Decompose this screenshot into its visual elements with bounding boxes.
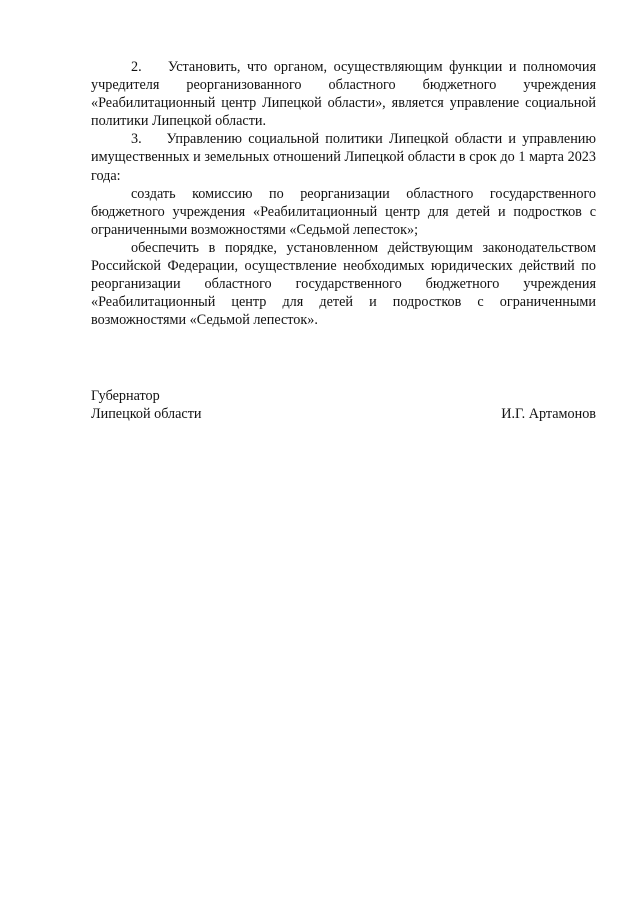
document-body bbox=[91, 58, 596, 329]
signature-name: И.Г. Артамонов bbox=[501, 406, 596, 423]
paragraph-2: 2. Установить, что органом, осуществляющим функции и полномочия учредителя реорганизованного областного бюджетного учреждения «Реабилитационный центр Липецкой области», является управление социальной политики Липецкой области. bbox=[91, 59, 596, 130]
signature-position-title: Губернатор bbox=[91, 388, 160, 404]
paragraph-3: 3. Управлению социальной политики Липецкой области и управлению имущественных и земельных отношений Липецкой области в срок до 1 марта 2023 года: bbox=[91, 131, 596, 184]
paragraph-3-item-reorganization: обеспечить в порядке, установленном действующим законодательством Российской Федерации, осуществление необходимых юридических действий по реорганизации областного государственного бюджетного учреждения «Реабилитационный центр для детей и подростков с ограниченными возможностями «Седьмой лепесток». bbox=[91, 239, 596, 329]
signature-position-region: Липецкой области bbox=[91, 406, 202, 423]
signature-position-line-2 bbox=[91, 405, 596, 423]
signature-position-line-1 bbox=[91, 387, 596, 405]
paragraph-3-item-commission: создать комиссию по реорганизации областного государственного бюджетного учреждения «Реабилитационный центр для детей и подростков с ограниченными возможностями «Седьмой лепесток»; bbox=[91, 185, 596, 238]
signature-block bbox=[91, 387, 596, 423]
